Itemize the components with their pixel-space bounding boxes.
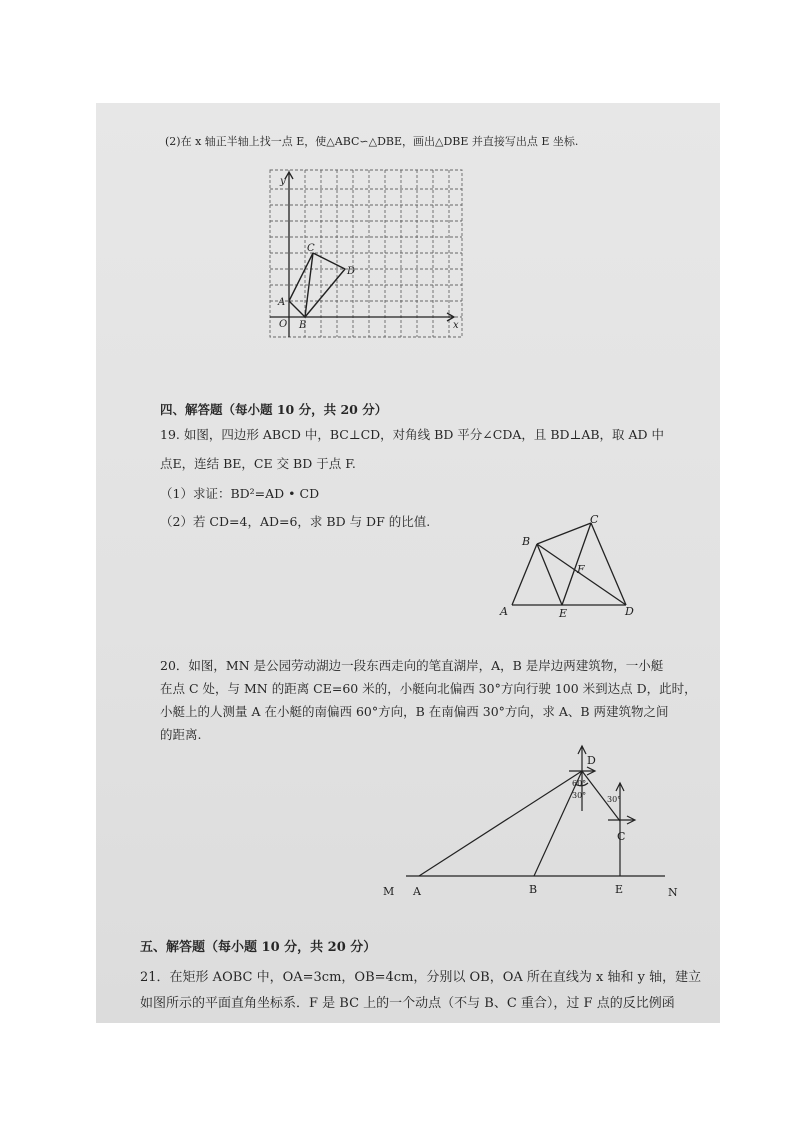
q20-line3: 小艇上的人测量 A 在小艇的南偏西 60°方向，B 在南偏西 30°方向，求 A、B 两建筑物之间 xyxy=(160,704,669,719)
q21-line1: 21．在矩形 AOBC 中，OA=3cm，OB=4cm，分别以 OB，OA 所在直线为 x 轴和 y 轴，建立 xyxy=(140,970,702,985)
q19-point-a: A xyxy=(500,605,508,618)
q20-point-d: D xyxy=(587,754,596,767)
point-d-label: D xyxy=(347,266,356,277)
q19-point-f: F xyxy=(577,563,585,576)
q20-point-e: E xyxy=(615,883,624,896)
grid-lines xyxy=(270,170,462,337)
q19-point-c: C xyxy=(590,513,599,526)
section5-heading: 五、解答题（每小题 10 分，共 20 分） xyxy=(140,940,377,955)
point-b-label: B xyxy=(299,320,307,331)
axes xyxy=(270,172,454,337)
q21-line2: 如图所示的平面直角坐标系．F 是 BC 上的一个动点（不与 B、C 重合），过 F 点的反比例函 xyxy=(140,996,675,1011)
q18-part2-text: (2)在 x 轴正半轴上找一点 E，使△ABC∽△DBE，画出△DBE 并直接写出点 E 坐标. xyxy=(165,135,579,148)
q20-angle-30-at-c: 30° xyxy=(607,795,622,804)
q19-part1: （1）求证：BD²=AD • CD xyxy=(160,486,320,501)
y-axis-label: y xyxy=(280,176,286,187)
q18-grid-figure xyxy=(268,168,468,340)
point-c-label: C xyxy=(307,243,315,254)
q19-quadrilateral-figure xyxy=(494,511,644,621)
q20-angle-60: 60° xyxy=(572,779,587,788)
q19-part2: （2）若 CD=4，AD=6，求 BD 与 DF 的比值. xyxy=(160,514,431,529)
x-axis-label: x xyxy=(453,320,459,331)
q19-line1: 19. 如图，四边形 ABCD 中，BC⊥CD，对角线 BD 平分∠CDA，且 BD⊥AB，取 AD 中 xyxy=(160,427,665,442)
q19-line2: 点E，连结 BE，CE 交 BD 于点 F. xyxy=(160,456,356,471)
exam-page xyxy=(96,103,720,1023)
q20-line2: 在点 C 处，与 MN 的距离 CE=60 米的，小艇向北偏西 30°方向行驶 100 米到达点 D，此时， xyxy=(160,681,697,696)
q20-point-c: C xyxy=(617,830,626,843)
q19-point-d: D xyxy=(625,605,634,618)
q20-line1: 20．如图，MN 是公园劳动湖边一段东西走向的笔直湖岸，A，B 是岸边两建筑物，一小艇 xyxy=(160,658,664,673)
q19-point-b: B xyxy=(522,535,531,548)
q19-point-e: E xyxy=(559,607,568,620)
q20-line4: 的距离. xyxy=(160,727,202,742)
q20-angle-30-at-d: 30° xyxy=(572,791,587,800)
q20-point-a: A xyxy=(413,885,421,898)
q20-point-b: B xyxy=(529,883,538,896)
origin-label: O xyxy=(279,319,288,330)
q20-point-m: M xyxy=(383,885,395,898)
section4-heading: 四、解答题（每小题 10 分，共 20 分） xyxy=(160,402,388,417)
q20-lake-figure xyxy=(376,741,696,903)
point-a-label: A xyxy=(278,297,286,308)
q20-point-n: N xyxy=(668,886,678,899)
